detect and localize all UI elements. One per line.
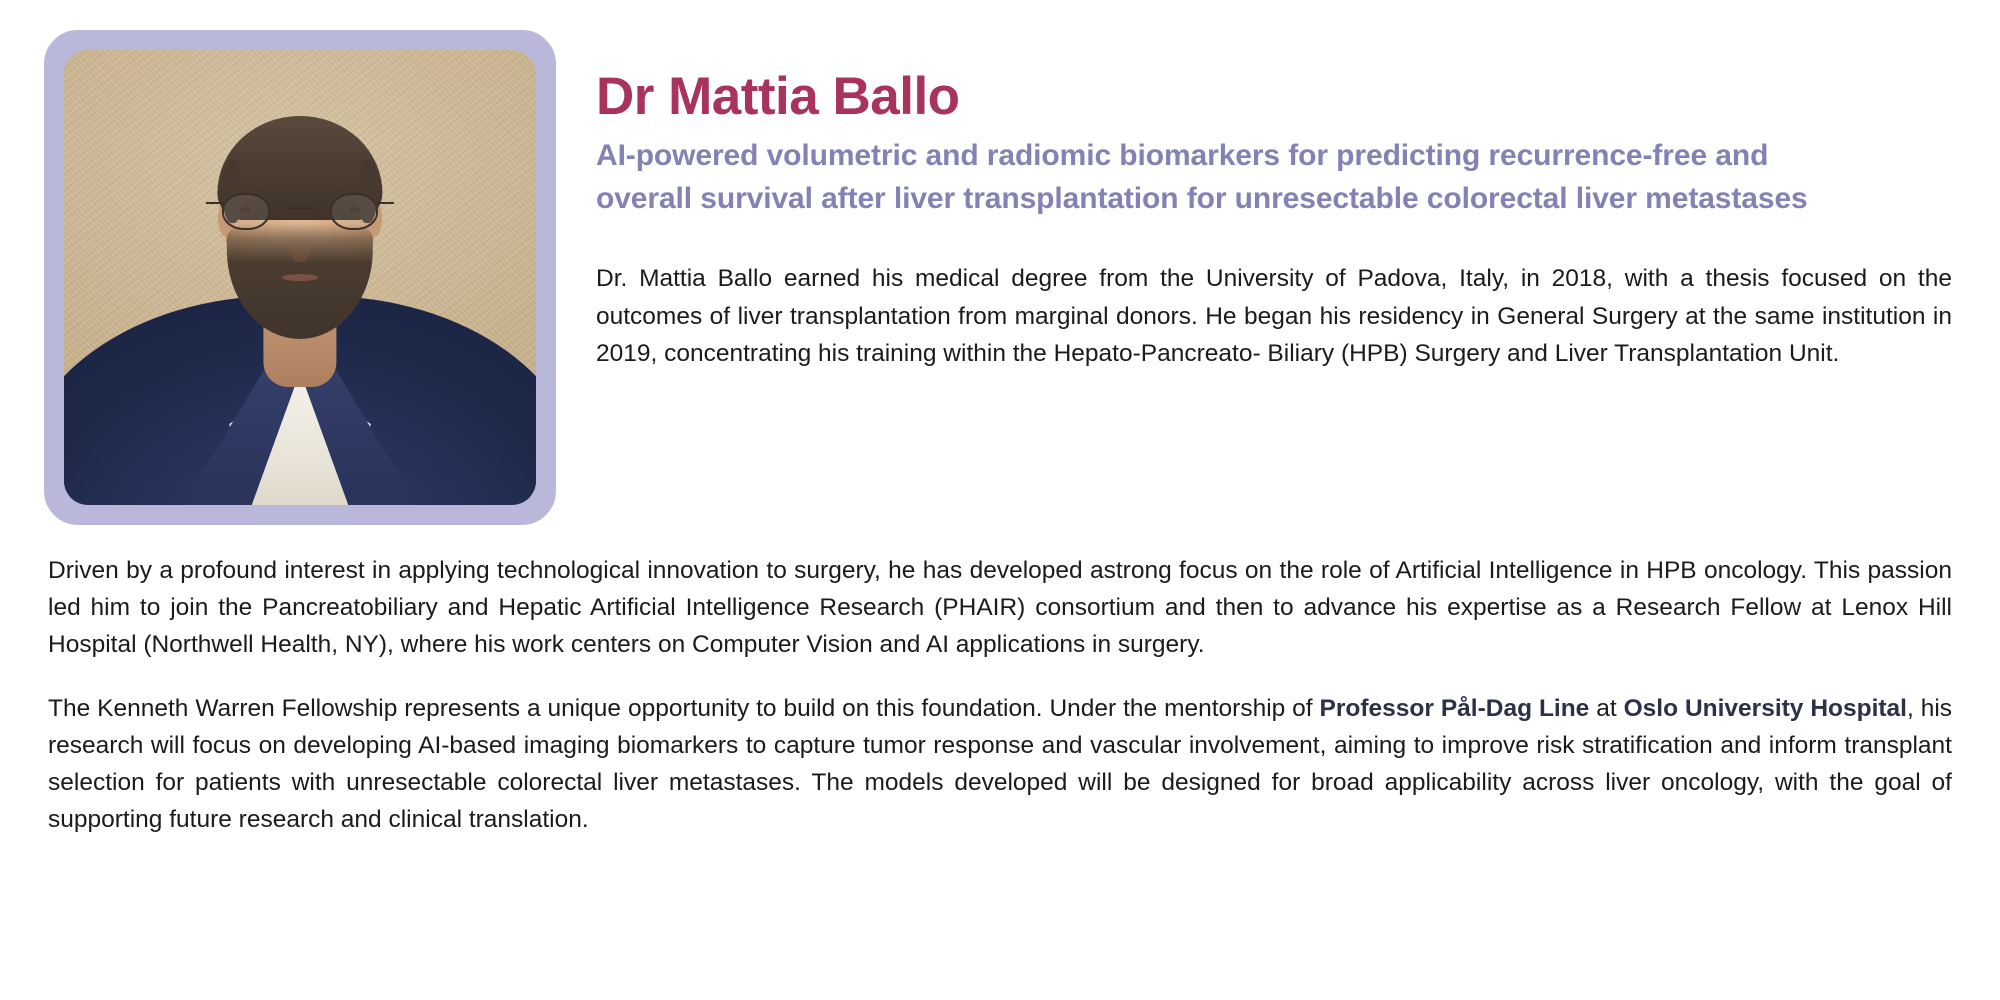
- fellowship-text-part3: , his research will focus on developing AI-based imaging biomarkers to capture tumor response and vascular involvement, aiming to improve risk stratification and inform transplant selection for patients with unresectable colorectal liver metastases. The models developed will be designed for broad applicability across liver oncology, with the goal of supporting future research and clinical translation.: [48, 694, 1953, 834]
- nose: [291, 227, 310, 261]
- eyeglasses-temple-right: [376, 202, 395, 204]
- research-interest-paragraph: Driven by a profound interest in applying technological innovation to surgery, he has developed astrong focus on the role of Artificial Intelligence in HPB oncology. This passion led him to join the Pancreatobiliary and Hepatic Artificial Intelligence Research (PHAIR) consortium and then to advance his expertise as a Research Fellow at Lenox Hill Hospital (Northwell Health, NY), where his work centers on Computer Vision and AI applications in surgery.: [48, 557, 1952, 659]
- eyeglasses-temple-left: [206, 202, 225, 204]
- profile-body: [48, 552, 1952, 839]
- person-name: Dr Mattia Ballo: [596, 67, 960, 126]
- mentor-name: Professor Pål-Dag Line: [1319, 694, 1590, 722]
- portrait-photo-frame: [44, 30, 556, 525]
- eyeglasses-bridge: [287, 207, 313, 209]
- fellowship-text-part1: The Kenneth Warren Fellowship represents a unique opportunity to build on this foundation. Under the mentorship of: [48, 694, 1320, 722]
- eyeglasses-lens-left: [222, 193, 270, 230]
- bio-intro-paragraph: Dr. Mattia Ballo earned his medical degree from the University of Padova, Italy, in 2018, with a thesis focused on the outcomes of liver transplantation from marginal donors. He began his residency in General Surgery at the same institution in 2019, concentrating his training within the Hepato-Pancreato- Biliary (HPB) Surgery and Liver Transplantation Unit.: [596, 265, 1952, 367]
- mouth: [282, 274, 318, 281]
- fellowship-paragraph: [48, 690, 1952, 839]
- project-title: AI-powered volumetric and radiomic biomarkers for predicting recurrence-free and overall survival after liver transplantation for unresectable colorectal liver metastases: [596, 139, 1808, 215]
- portrait-photo: [64, 50, 536, 505]
- eyebrow-right: [336, 184, 374, 191]
- eyeglasses-lens-right: [330, 193, 378, 230]
- profile-header-column: [596, 30, 1952, 372]
- fellowship-text-part2: at: [1589, 694, 1624, 722]
- eyebrow-left: [226, 184, 264, 191]
- institution-name: Oslo University Hospital: [1623, 694, 1907, 722]
